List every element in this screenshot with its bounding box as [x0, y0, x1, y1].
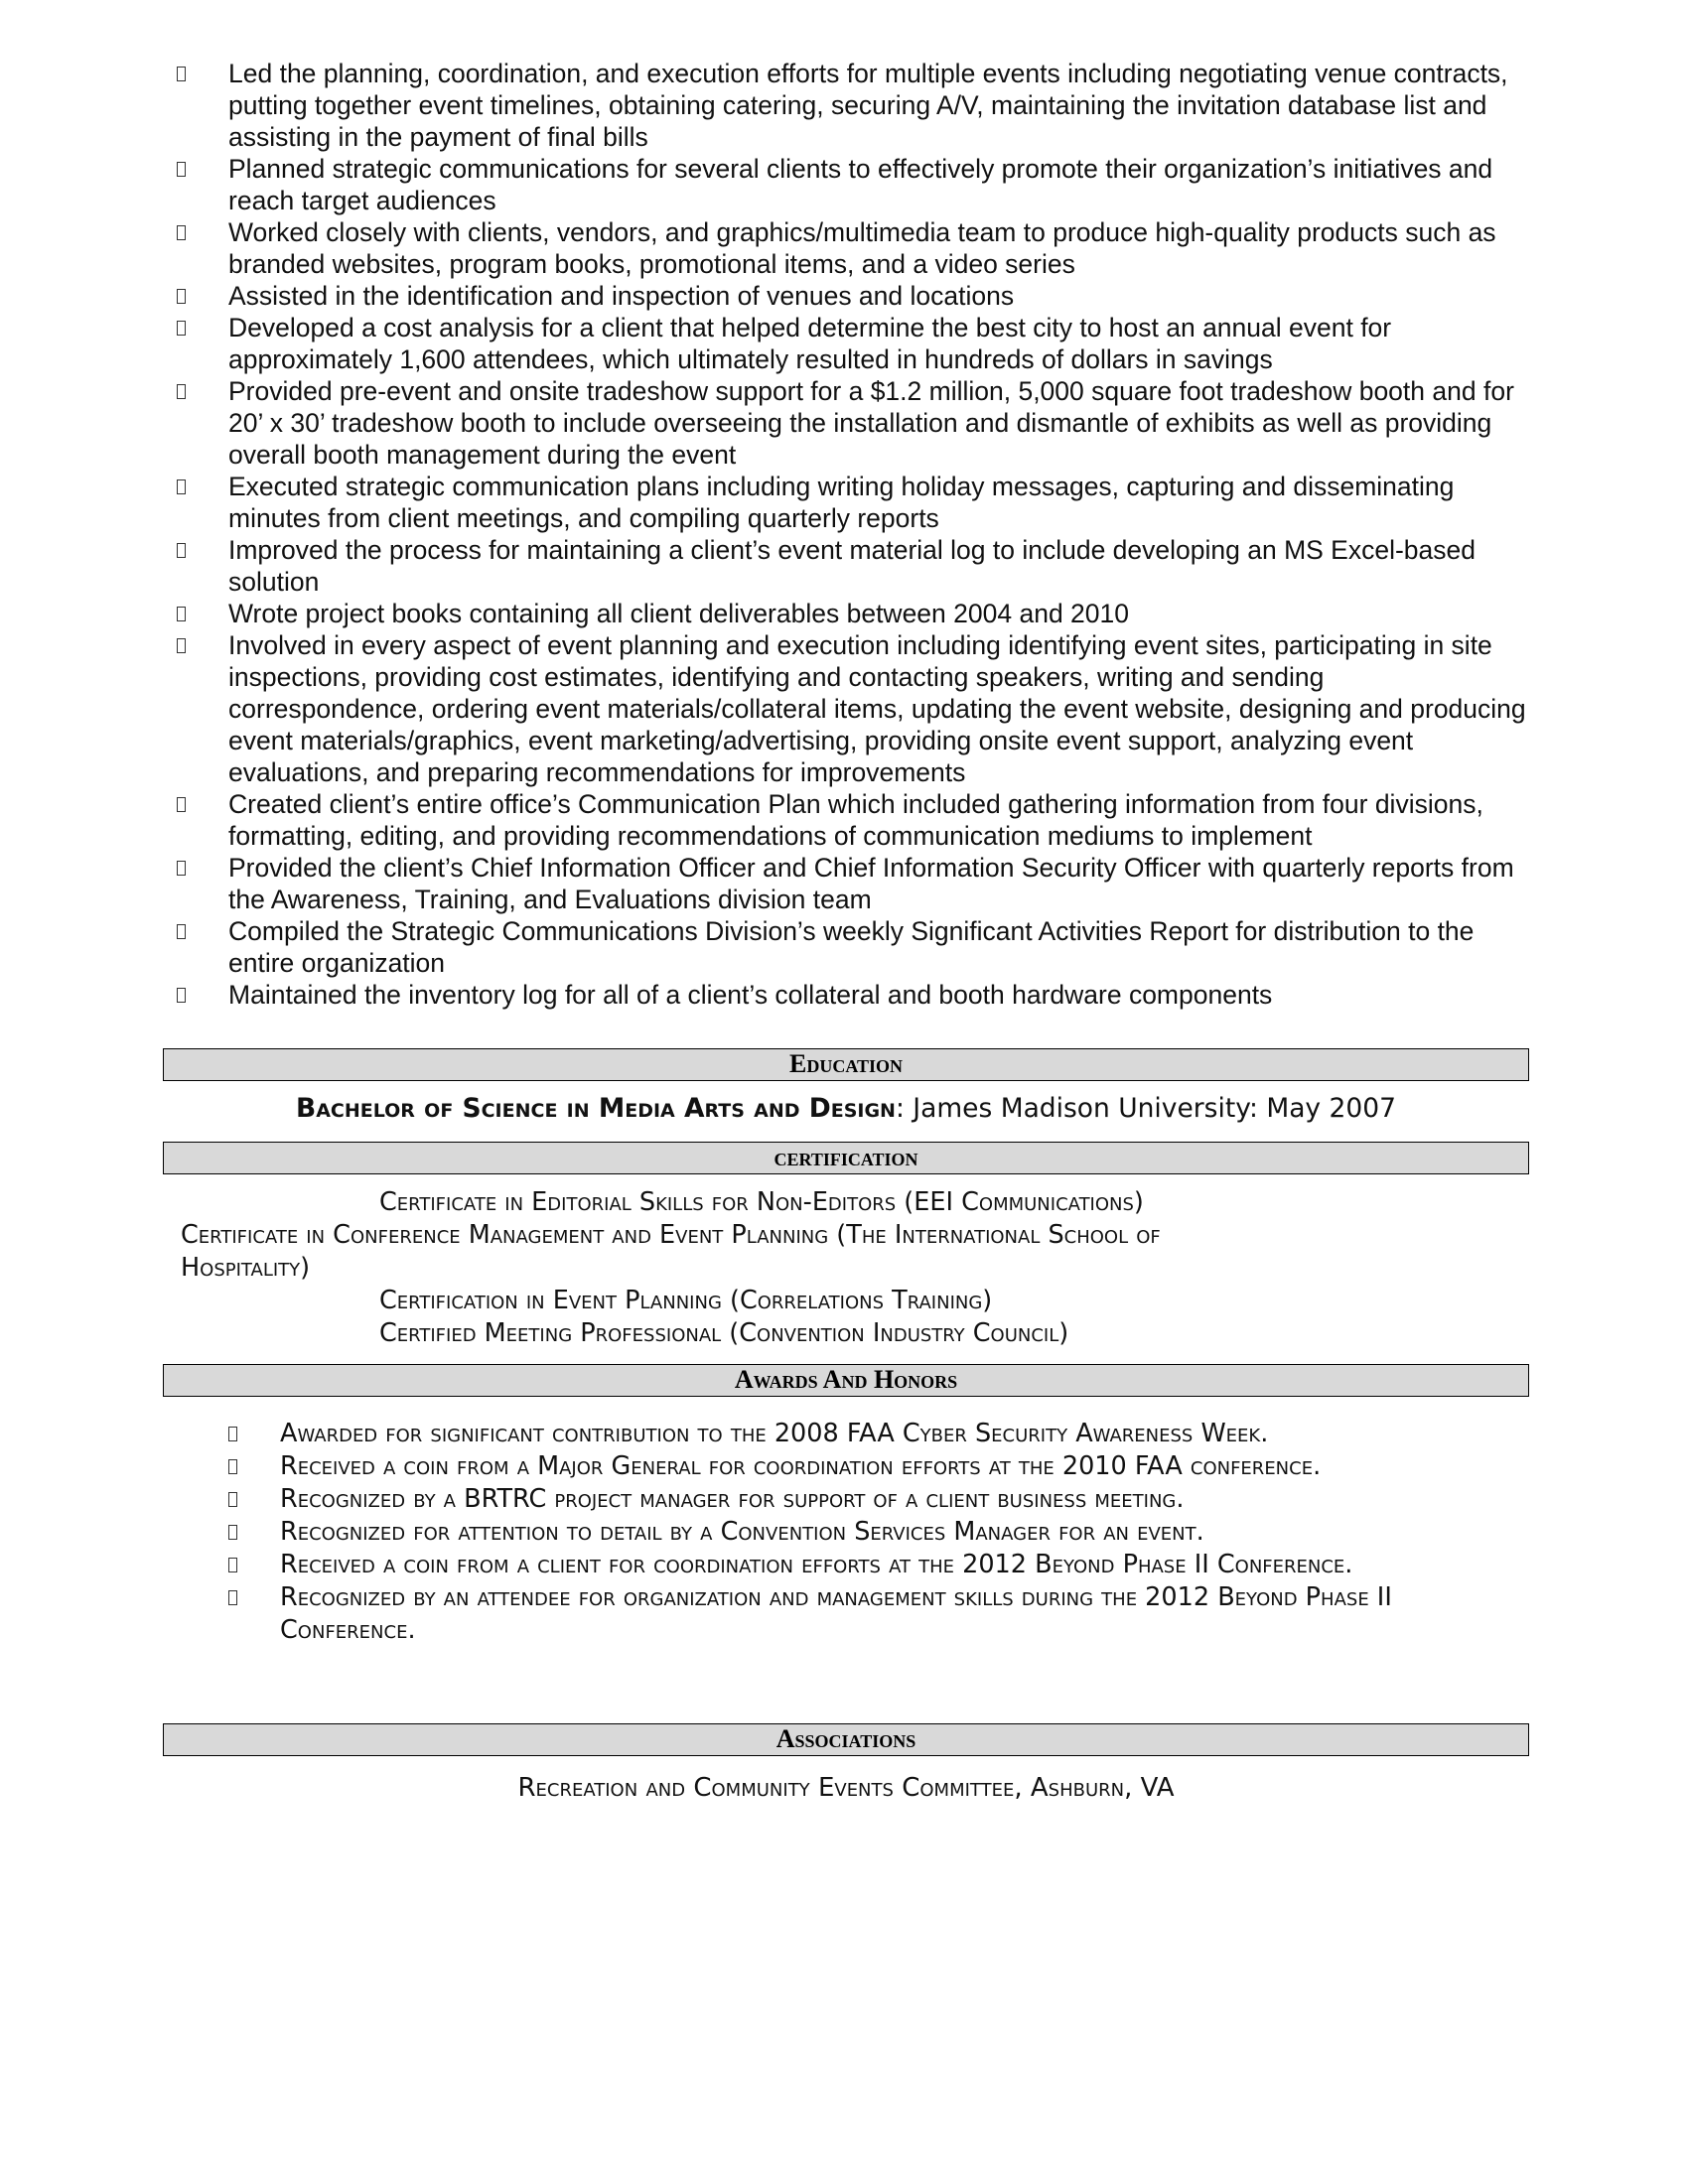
list-item	[177, 471, 1527, 534]
list-item	[177, 312, 1527, 375]
list-item	[177, 216, 1527, 280]
bullet-icon	[228, 1492, 237, 1507]
award-text: Awarded for significant contribution to the 2008 FAA Cyber Security Awareness Week.	[280, 1419, 1269, 1448]
association-item: Recreation and Community Events Committee, Ashburn, VA	[517, 1773, 1175, 1803]
education-entry	[163, 1092, 1529, 1126]
bullet-text: Assisted in the identification and inspection of venues and locations	[228, 281, 1015, 311]
list-item	[228, 1549, 1479, 1581]
bullet-icon	[228, 1558, 237, 1572]
awards-heading: Awards And Honors	[163, 1364, 1529, 1397]
associations-heading: Associations	[163, 1723, 1529, 1756]
bullet-text: Created client’s entire office’s Communication Plan which included gathering information from four divisions, formatting, editing, and providing recommendations of communication mediums to implement	[228, 789, 1483, 851]
certification-item: Certification in Event Planning (Correlations Training)	[379, 1286, 993, 1315]
bullet-icon	[228, 1459, 237, 1474]
list-item	[228, 1581, 1479, 1647]
list-item	[177, 153, 1527, 216]
degree-details: : James Madison University: May 2007	[895, 1093, 1396, 1124]
award-text: Recognized for attention to detail by a Convention Services Manager for an event.	[280, 1517, 1204, 1547]
bullet-icon	[177, 924, 186, 939]
certification-item: Certificate in Conference Management and Event Planning (The International School of	[181, 1220, 1161, 1250]
bullet-text: Involved in every aspect of event planning and execution including identifying event sites, participating in site inspections, providing cost estimates, identifying and contacting speakers, writing and sending correspondence, ordering event materials/collateral items, updating the event website, designing and producing event materials/graphics, event marketing/advertising, providing onsite event support, analyzing event evaluations, and preparing recommendations for improvements	[228, 630, 1526, 787]
award-text: Recognized by a BRTRC project manager for support of a client business meeting.	[280, 1484, 1185, 1514]
certification-item-continued: Hospitality)	[181, 1253, 311, 1283]
bullet-icon	[177, 543, 186, 558]
bullet-icon	[228, 1525, 237, 1540]
bullet-text: Improved the process for maintaining a client’s event material log to include developing an MS Excel-based solution	[228, 535, 1477, 597]
list-item	[177, 598, 1527, 629]
list-item	[177, 979, 1527, 1011]
bullet-icon	[177, 225, 186, 240]
bullet-text: Maintained the inventory log for all of a client’s collateral and booth hardware components	[228, 980, 1273, 1010]
bullet-icon	[177, 67, 186, 81]
bullet-text: Compiled the Strategic Communications Division’s weekly Significant Activities Report for distribution to the entire organization	[228, 916, 1475, 978]
list-item	[228, 1483, 1479, 1516]
list-item	[228, 1516, 1479, 1549]
education-heading: Education	[163, 1048, 1529, 1081]
list-item	[228, 1450, 1479, 1483]
bullet-icon	[177, 861, 186, 876]
award-text: Recognized by an attendee for organization and management skills during the 2012 Beyond Phase II Conference.	[280, 1582, 1392, 1645]
bullet-text: Provided pre-event and onsite tradeshow support for a $1.2 million, 5,000 square foot tradeshow booth and for 20’ x 30’ tradeshow booth to include overseeing the installation and dismantle of exhibits as well as providing overall booth management during the event	[228, 376, 1514, 470]
certification-item: Certificate in Editorial Skills for Non-Editors (EEI Communications)	[379, 1187, 1144, 1217]
bullet-icon	[177, 289, 186, 304]
bullet-icon	[228, 1427, 237, 1441]
bullet-text: Developed a cost analysis for a client that helped determine the best city to host an annual event for approximately 1,600 attendees, which ultimately resulted in hundreds of dollars in savings	[228, 313, 1392, 374]
list-item	[177, 629, 1527, 788]
experience-bullet-list	[177, 58, 1527, 1011]
bullet-text: Executed strategic communication plans including writing holiday messages, capturing and disseminating minutes from client meetings, and compiling quarterly reports	[228, 472, 1455, 533]
bullet-text: Led the planning, coordination, and execution efforts for multiple events including negotiating venue contracts, putting together event timelines, obtaining catering, securing A/V, maintaining the invitation database list and assisting in the payment of final bills	[228, 59, 1508, 152]
bullet-icon	[177, 988, 186, 1003]
bullet-icon	[177, 797, 186, 812]
degree-name: Bachelor of Science in Media Arts and Design	[296, 1093, 896, 1124]
list-item	[177, 788, 1527, 852]
list-item	[177, 852, 1527, 915]
bullet-icon	[177, 321, 186, 336]
bullet-text: Planned strategic communications for several clients to effectively promote their organization’s initiatives and reach target audiences	[228, 154, 1493, 215]
bullet-text: Provided the client’s Chief Information Officer and Chief Information Security Officer with quarterly reports from the Awareness, Training, and Evaluations division team	[228, 853, 1514, 914]
bullet-icon	[177, 607, 186, 621]
award-text: Received a coin from a client for coordination efforts at the 2012 Beyond Phase II Conference.	[280, 1550, 1353, 1579]
bullet-text: Wrote project books containing all client deliverables between 2004 and 2010	[228, 599, 1129, 628]
list-item	[177, 534, 1527, 598]
award-text: Received a coin from a Major General for coordination efforts at the 2010 FAA conference.	[280, 1451, 1322, 1481]
list-item	[177, 915, 1527, 979]
list-item	[177, 375, 1527, 471]
bullet-icon	[177, 384, 186, 399]
bullet-icon	[177, 162, 186, 177]
certification-heading: certification	[163, 1142, 1529, 1174]
bullet-icon	[177, 638, 186, 653]
bullet-icon	[228, 1590, 237, 1605]
certification-item: Certified Meeting Professional (Convention Industry Council)	[379, 1318, 1069, 1348]
list-item	[228, 1418, 1479, 1450]
awards-list	[228, 1418, 1479, 1647]
list-item	[177, 280, 1527, 312]
bullet-text: Worked closely with clients, vendors, and graphics/multimedia team to produce high-quality products such as branded websites, program books, promotional items, and a video series	[228, 217, 1496, 279]
bullet-icon	[177, 479, 186, 494]
list-item	[177, 58, 1527, 153]
